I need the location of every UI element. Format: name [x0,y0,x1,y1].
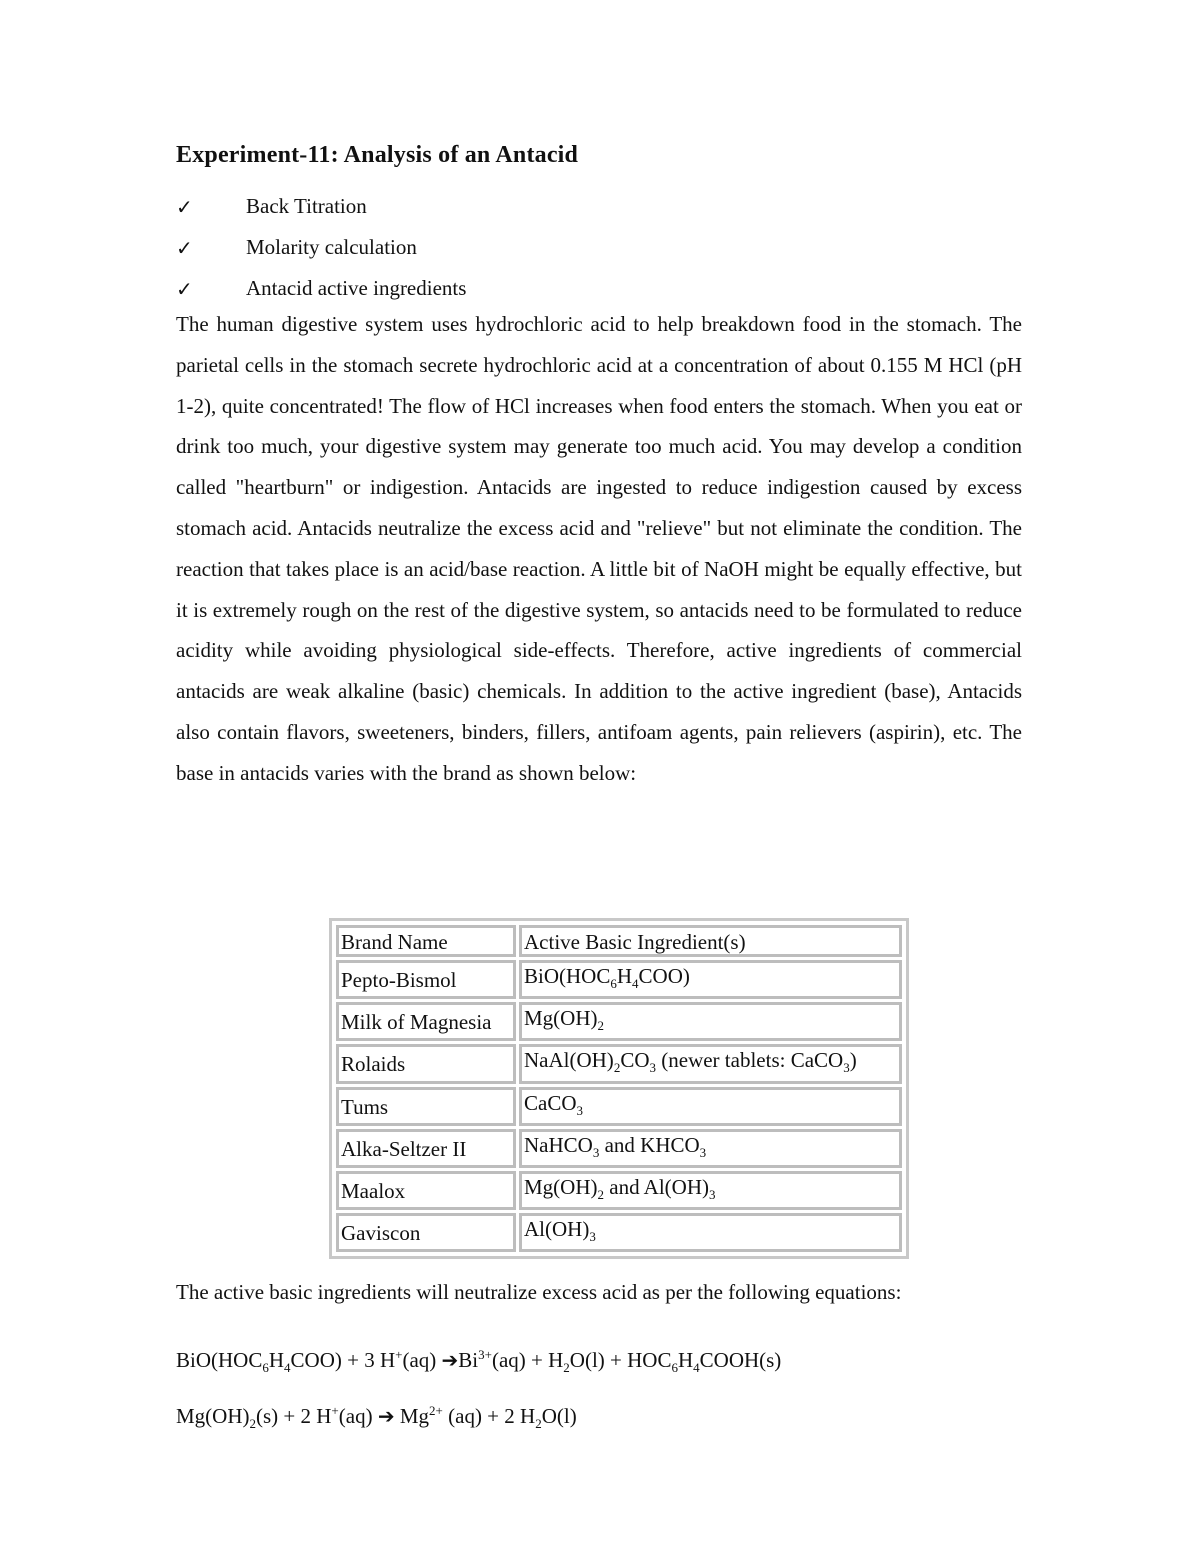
checklist-item [176,268,466,309]
page-title: Experiment-11: Analysis of an Antacid [176,142,579,168]
brand-cell: Pepto-Bismol [336,960,516,999]
antacid-table [329,918,909,1259]
table-row [336,1213,902,1252]
ingredient-cell: NaHCO$_3$ and $KHCO_3$ [519,1129,902,1168]
ingredient-cell: $Al(OH)_3$ [519,1213,902,1252]
topic-checklist [176,186,466,309]
table-header-row [336,925,902,957]
table-row [336,1129,902,1168]
table-row [336,960,902,999]
brand-cell: Milk of Magnesia [336,1002,516,1041]
checklist-item-label: Molarity calculation [246,235,417,259]
table-row [336,1044,902,1083]
brand-cell: Alka-Seltzer II [336,1129,516,1168]
column-header-ingredient: Active Basic Ingredient(s) [519,925,902,957]
table-row [336,1171,902,1210]
brand-cell: Tums [336,1087,516,1126]
checkmark-icon: ✓ [176,194,193,219]
ingredient-cell: $BiO(HOC_6H_4COO)$ [519,960,902,999]
brand-cell: Gaviscon [336,1213,516,1252]
equation-bismuth: $BiO(HOC_6H_4COO) + 3$ H+(aq) $➔Bi^{3+}(aq) + H_2O(l)$ + $HOC_6H_4COOH(s)$ [176,1347,782,1376]
brand-cell: Rolaids [336,1044,516,1083]
checkmark-icon: ✓ [176,235,193,260]
checkmark-icon: ✓ [176,276,193,301]
ingredient-cell: $Mg(OH)_2$ and $Al(OH)_3$ [519,1171,902,1210]
column-header-brand: Brand Name [336,925,516,957]
equations-intro: The active basic ingredients will neutralize excess acid as per the following equations: [176,1280,902,1304]
checklist-item [176,227,466,268]
checklist-item-label: Back Titration [246,194,367,218]
table-row [336,1002,902,1041]
intro-paragraph: The human digestive system uses hydrochloric acid to help breakdown food in the stomach. The parietal cells in the stomach secrete hydrochloric acid at a concentration of about 0.155 M HCl (pH 1-2), quite concentrated! The flow of HCl increases when food enters the stomach. When you eat or drink too much, your digestive system may generate too much acid. You may develop a condition called "heartburn" or indigestion. Antacids are ingested to reduce indigestion caused by excess stomach acid. Antacids neutralize the excess acid and "relieve" but not eliminate the condition. The reaction that takes place is an acid/base reaction. A little bit of NaOH might be equally effective, but it is extremely rough on the rest of the digestive system, so antacids need to be formulated to reduce acidity while avoiding physiological side-effects. Therefore, active ingredients of commercial antacids are weak alkaline (basic) chemicals. In addition to the active ingredient (base), Antacids also contain flavors, sweeteners, binders, fillers, antifoam agents, pain relievers (aspirin), etc. The base in antacids varies with the brand as shown below: [176,312,1022,785]
ingredient-cell: $Mg(OH)_2$ [519,1002,902,1041]
brand-cell: Maalox [336,1171,516,1210]
equation-magnesium: $Mg(OH)_2(s) + 2$ H+(aq) ➔ $Mg^{2+}$ (aq) + 2 $H_2O(l)$ [176,1403,577,1432]
ingredient-cell: CaCO$_3$ [519,1087,902,1126]
table-row [336,1087,902,1126]
ingredient-cell: $NaAl(OH)_2CO_3$ (newer tablets: CaCO$_3$) [519,1044,902,1083]
checklist-item-label: Antacid active ingredients [246,276,467,300]
checklist-item [176,186,466,227]
